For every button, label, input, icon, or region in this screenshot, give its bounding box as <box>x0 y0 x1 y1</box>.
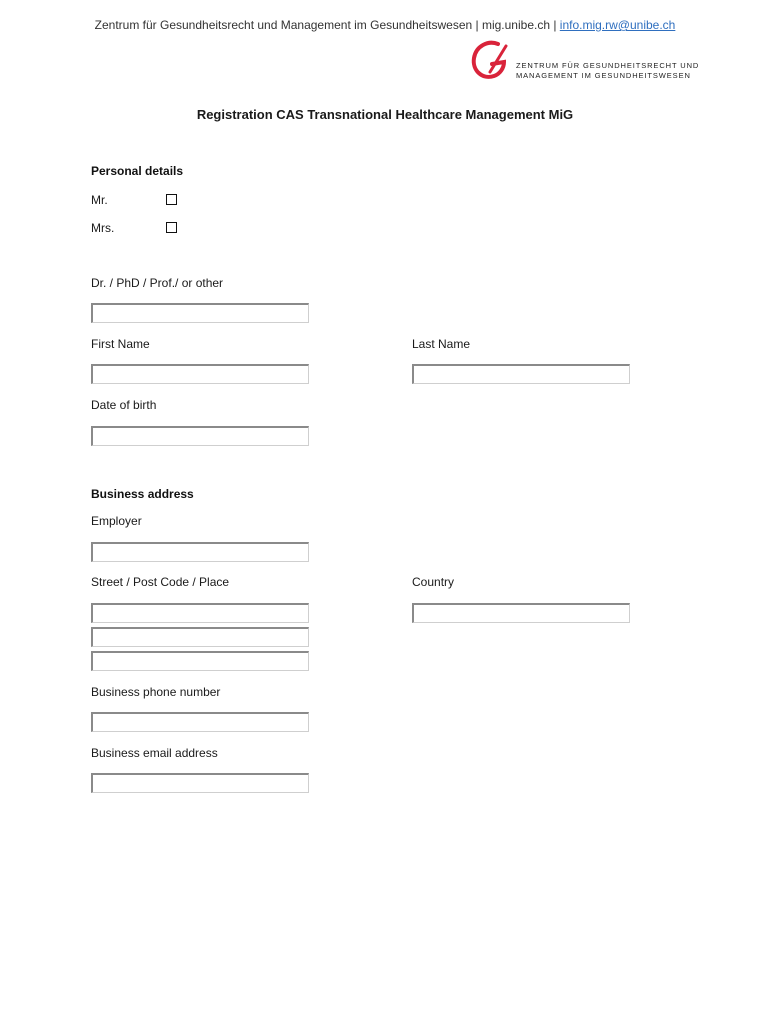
logo-text-line2: MANAGEMENT IM GESUNDHEITSWESEN <box>516 71 691 80</box>
mr-label: Mr. <box>91 193 108 207</box>
header-text: Zentrum für Gesundheitsrecht und Management im Gesundheitswesen | mig.unibe.ch | <box>94 18 560 32</box>
logo-text-line1: ZENTRUM FÜR GESUNDHEITSRECHT UND <box>516 61 700 70</box>
mr-checkbox[interactable] <box>166 194 177 205</box>
first-name-field[interactable] <box>91 364 309 384</box>
first-name-label: First Name <box>91 337 150 351</box>
business-phone-field[interactable] <box>91 712 309 732</box>
personal-details-heading: Personal details <box>91 164 184 178</box>
academic-title-field[interactable] <box>91 303 309 323</box>
page-title: Registration CAS Transnational Healthcare Management MiG <box>196 107 574 122</box>
last-name-label: Last Name <box>412 337 471 351</box>
logo <box>470 38 700 84</box>
logo-mark-icon <box>470 38 510 84</box>
mrs-label: Mrs. <box>91 221 115 235</box>
post-code-field[interactable] <box>91 627 309 647</box>
last-name-field[interactable] <box>412 364 630 384</box>
business-address-heading: Business address <box>91 487 194 501</box>
business-email-field[interactable] <box>91 773 309 793</box>
date-of-birth-field[interactable] <box>91 426 309 446</box>
employer-field[interactable] <box>91 542 309 562</box>
page-header <box>0 18 770 32</box>
academic-title-label: Dr. / PhD / Prof./ or other <box>91 276 224 290</box>
employer-label: Employer <box>91 514 142 528</box>
street-field[interactable] <box>91 603 309 623</box>
header-email-link[interactable]: info.mig.rw@unibe.ch <box>559 18 676 32</box>
business-email-label: Business email address <box>91 746 218 760</box>
country-field[interactable] <box>412 603 630 623</box>
mrs-checkbox[interactable] <box>166 222 177 233</box>
street-label: Street / Post Code / Place <box>91 575 230 589</box>
business-phone-label: Business phone number <box>91 685 221 699</box>
place-field[interactable] <box>91 651 309 671</box>
date-of-birth-label: Date of birth <box>91 398 157 412</box>
country-label: Country <box>412 575 455 589</box>
